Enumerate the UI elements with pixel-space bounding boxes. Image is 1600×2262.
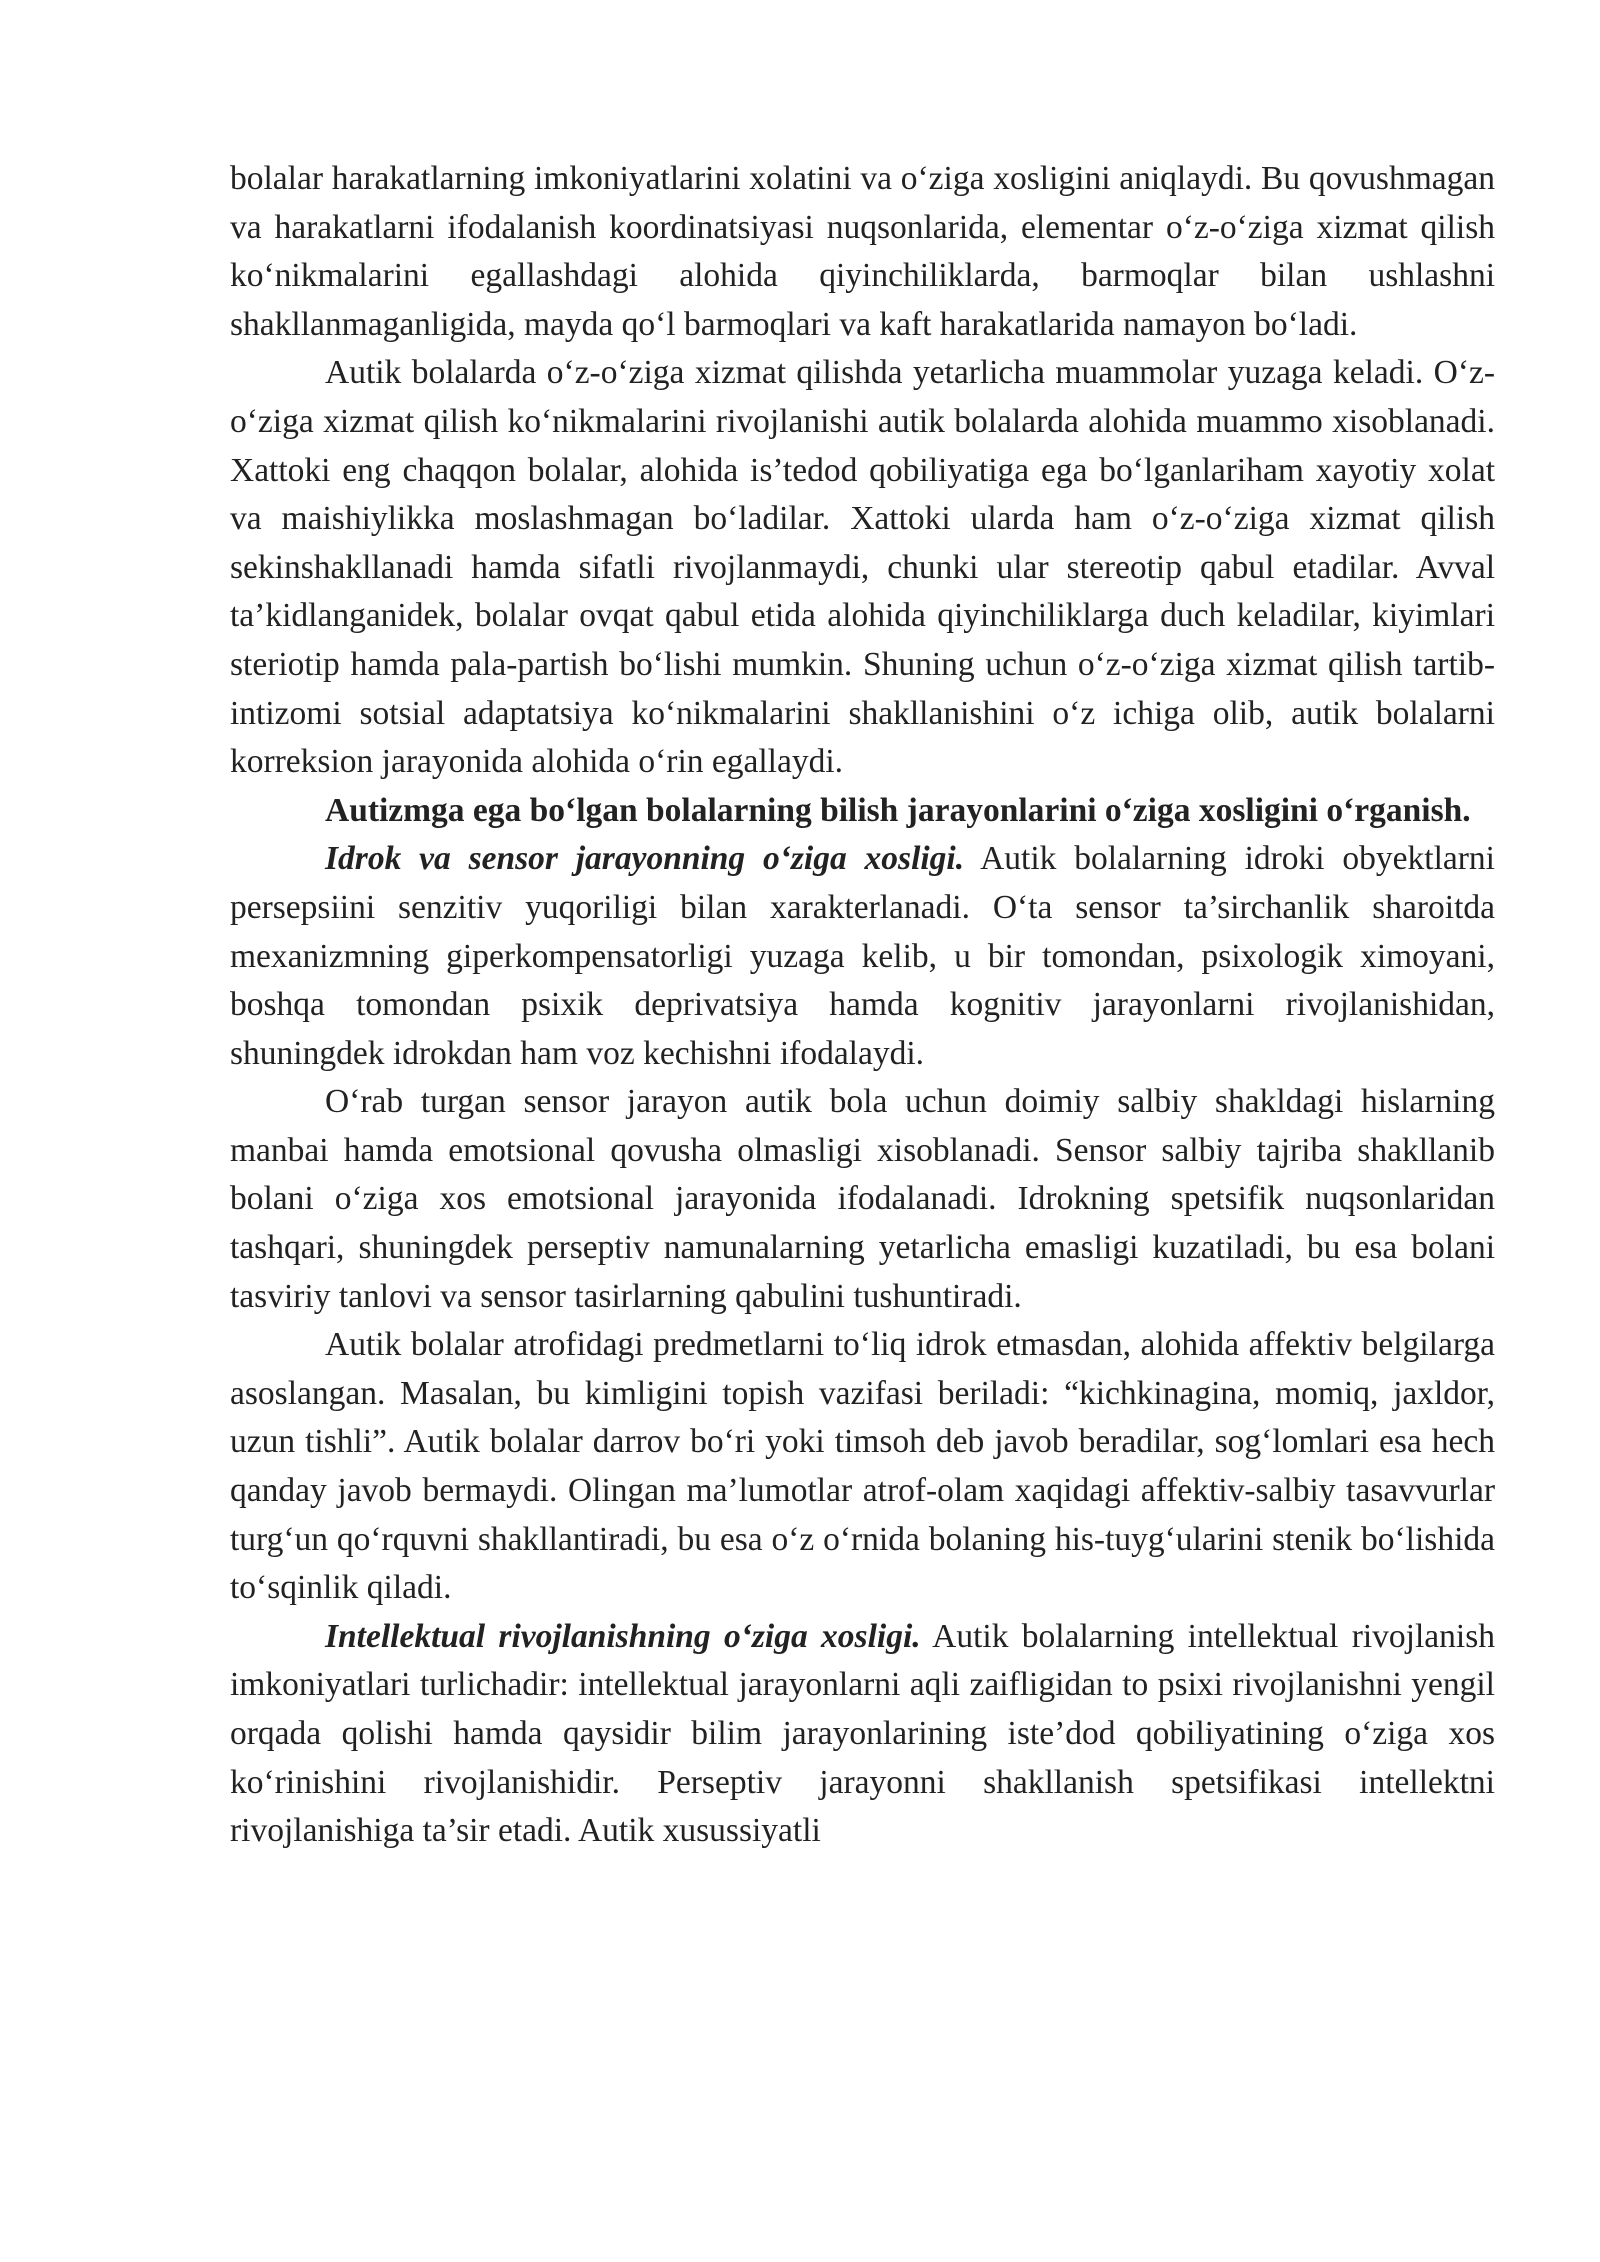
paragraph-3-title: Idrok va sensor jarayonning o‘ziga xosligi. bbox=[325, 840, 965, 878]
paragraph-6-body: Autik bolalarning intellektual rivojlanish imkoniyatlari turlichadir: intellektual jarayonlarni aqli zaifligidan to psixi rivojlanishni yengil orqada qolishi hamda qaysidir bilim jarayonlarining iste’dod qobiliyatining o‘ziga xos ko‘rinishini rivojlanishidir. Perseptiv jarayonni shakllanish spetsifikasi intellektni rivojlanishiga ta’sir etadi. Autik xusussiyatli bbox=[230, 1617, 1495, 1850]
paragraph-6 bbox=[230, 1613, 1495, 1856]
paragraph-4: O‘rab turgan sensor jarayon autik bola uchun doimiy salbiy shakldagi hislarning manbai hamda emotsional qovusha olmasligi xisoblanadi. Sensor salbiy tajriba shakllanib bolani o‘ziga xos emotsional jarayonida ifodalanadi. Idrokning spetsifik nuqsonlaridan tashqari, shuningdek perseptiv namunalarning yetarlicha emasligi kuzatiladi, bu esa bolani tasviriy tanlovi va sensor tasirlarning qabulini tushuntiradi. bbox=[230, 1083, 1495, 1315]
paragraph-3-body: Autik bolalarning idroki obyektlarni persepsiini senzitiv yuqoriligi bilan xarakterlanadi. O‘ta sensor ta’sirchanlik sharoitda mexanizmning giperkompensatorligi yuzaga kelib, u bir tomondan, psixologik ximoyani, boshqa tomondan psixik deprivatsiya hamda kognitiv jarayonlarni rivojlanishidan, shuningdek idrokdan ham voz kechishni ifodalaydi. bbox=[230, 840, 1495, 1072]
paragraph-1: bolalar harakatlarning imkoniyatlarini xolatini va o‘ziga xosligini aniqlaydi. Bu qovushmagan va harakatlarni ifodalanish koordinatsiyasi nuqsonlarida, elementar o‘z-o‘ziga xizmat qilish ko‘nikmalarini egallashdagi alohida qiyinchiliklarda, barmoqlar bilan ushlashni shakllanmaganligida, mayda qo‘l barmoqlari va kaft harakatlarida namayon bo‘ladi. bbox=[230, 160, 1495, 343]
paragraph-6-title: Intellektual rivojlanishning o‘ziga xosligi. bbox=[325, 1617, 921, 1655]
paragraph-2: Autik bolalarda o‘z-o‘ziga xizmat qilishda yetarlicha muammolar yuzaga keladi. O‘z-o‘ziga xizmat qilish ko‘nikmalarini rivojlanishi autik bolalarda alohida muammo xisoblanadi. Xattoki eng chaqqon bolalar, alohida is’tedod qobiliyatiga ega bo‘lganlariham xayotiy xolat va maishiylikka moslashmagan bo‘ladilar. Xattoki ularda ham o‘z-o‘ziga xizmat qilish sekinshakllanadi hamda sifatli rivojlanmaydi, chunki ular stereotip qabul etadilar. Avval ta’kidlanganidek, bolalar ovqat qabul etida alohida qiyinchiliklarga duch keladilar, kiyimlari steriotip hamda pala-partish bo‘lishi mumkin. Shuning uchun o‘z-o‘ziga xizmat qilish tartib-intizomi sotsial adaptatsiya ko‘nikmalarini shakllanishini o‘z ichiga olib, autik bolalarni korreksion jarayonida alohida o‘rin egallaydi. bbox=[230, 354, 1495, 781]
document-page bbox=[230, 155, 1495, 1856]
paragraph-5: Autik bolalar atrofidagi predmetlarni to‘liq idrok etmasdan, alohida affektiv belgilarga asoslangan. Masalan, bu kimligini topish vazifasi beriladi: “kichkinagina, momiq, jaxldor, uzun tishli”. Autik bolalar darrov bo‘ri yoki timsoh deb javob beradilar, sog‘lomlari esa hech qanday javob bermaydi. Olingan ma’lumotlar atrof-olam xaqidagi affektiv-salbiy tasavvurlar turg‘un qo‘rquvni shakllantiradi, bu esa o‘z o‘rnida bolaning his-tuyg‘ularini stenik bo‘lishida to‘sqinlik qiladi. bbox=[230, 1326, 1495, 1607]
section-heading: Autizmga ega bo‘lgan bolalarning bilish jarayonlarini o‘ziga xosligini o‘rganish. bbox=[325, 791, 1471, 829]
paragraph-3 bbox=[230, 835, 1495, 1078]
